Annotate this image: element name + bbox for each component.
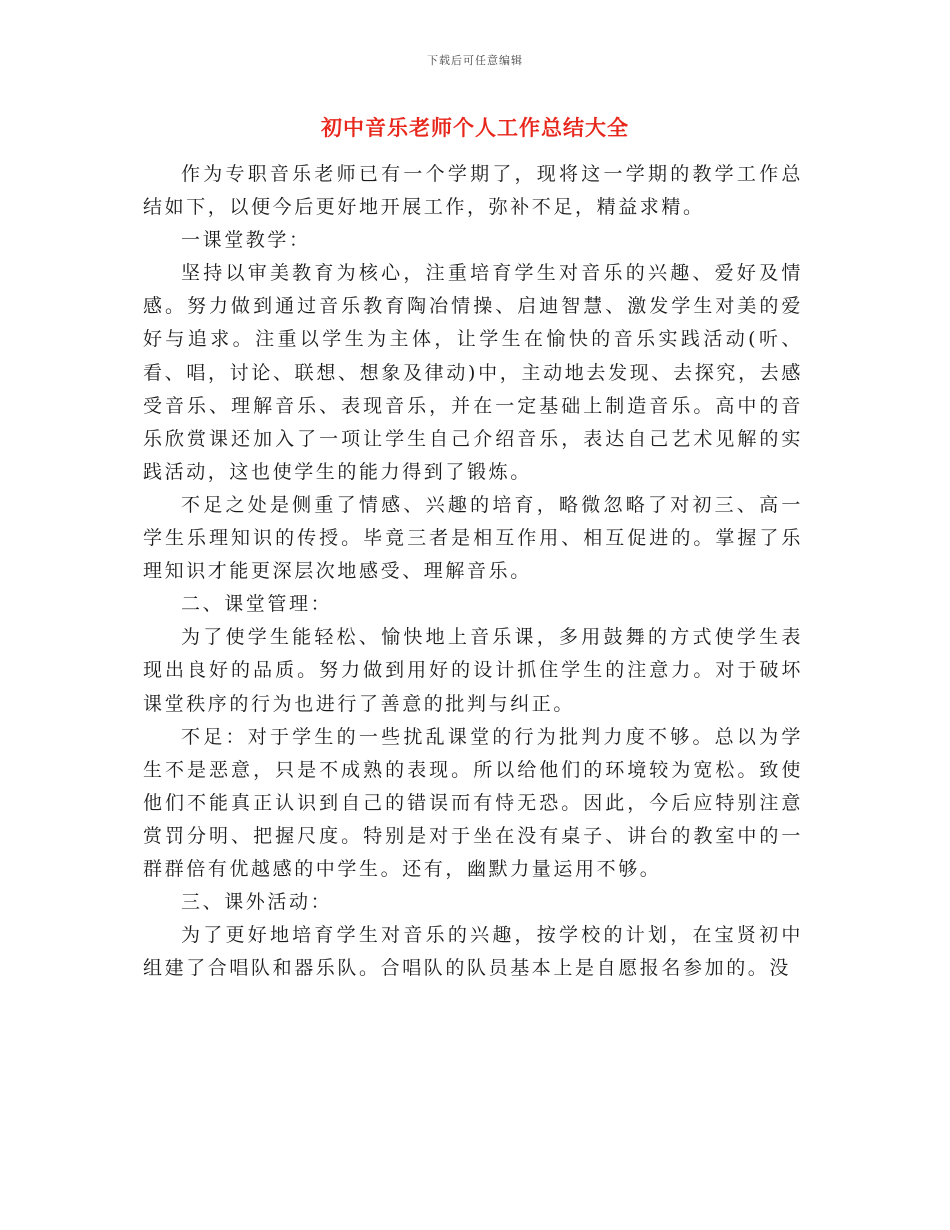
section-heading-activities: 三、课外活动： <box>181 891 333 914</box>
paragraph-intro: 作为专职音乐老师已有一个学期了，现将这一学期的教学工作总结如下，以便今后更好地开展工作，弥补不足，精益求精。 <box>143 163 803 219</box>
paragraph-teaching: 坚持以审美教育为核心，注重培育学生对音乐的兴趣、爱好及情感。努力做到通过音乐教育陶冶情操、启迪智慧、激发学生对美的爱好与追求。注重以学生为主体，让学生在愉快的音乐实践活动(听、看、唱，讨论、联想、想象及律动)中，主动地去发现、去探究，去感受音乐、理解音乐、表现音乐，并在一定基础上制造音乐。高中的音乐欣赏课还加入了一项让学生自己介绍音乐，表达自己艺术见解的实践活动，这也使学生的能力得到了锻炼。 <box>143 262 803 483</box>
section-heading-management: 二、课堂管理： <box>181 593 333 616</box>
paragraph-teaching-shortcomings: 不足之处是侧重了情感、兴趣的培育，略微忽略了对初三、高一学生乐理知识的传授。毕竟三者是相互作用、相互促进的。掌握了乐理知识才能更深层次地感受、理解音乐。 <box>143 493 803 583</box>
paragraph-management-shortcomings: 不足：对于学生的一些扰乱课堂的行为批判力度不够。总以为学生不是恶意，只是不成熟的表现。所以给他们的环境较为宽松。致使他们不能真正认识到自己的错误而有恃无恐。因此，今后应特别注意赏罚分明、把握尺度。特别是对于坐在没有桌子、讲台的教室中的一群群倍有优越感的中学生。还有，幽默力量运用不够。 <box>143 725 803 880</box>
section-heading-teaching: 一课堂教学： <box>181 229 311 252</box>
paragraph-management: 为了使学生能轻松、愉快地上音乐课，多用鼓舞的方式使学生表现出良好的品质。努力做到用好的设计抓住学生的注意力。对于破坏课堂秩序的行为也进行了善意的批判与纠正。 <box>143 626 803 715</box>
document-title: 初中音乐老师个人工作总结大全 <box>321 115 629 140</box>
header-note: 下载后可任意编辑 <box>427 54 523 67</box>
document-body <box>143 158 803 985</box>
paragraph-activities: 为了更好地培育学生对音乐的兴趣，按学校的计划，在宝贤初中组建了合唱队和器乐队。合唱队的队员基本上是自愿报名参加的。没 <box>143 924 803 980</box>
